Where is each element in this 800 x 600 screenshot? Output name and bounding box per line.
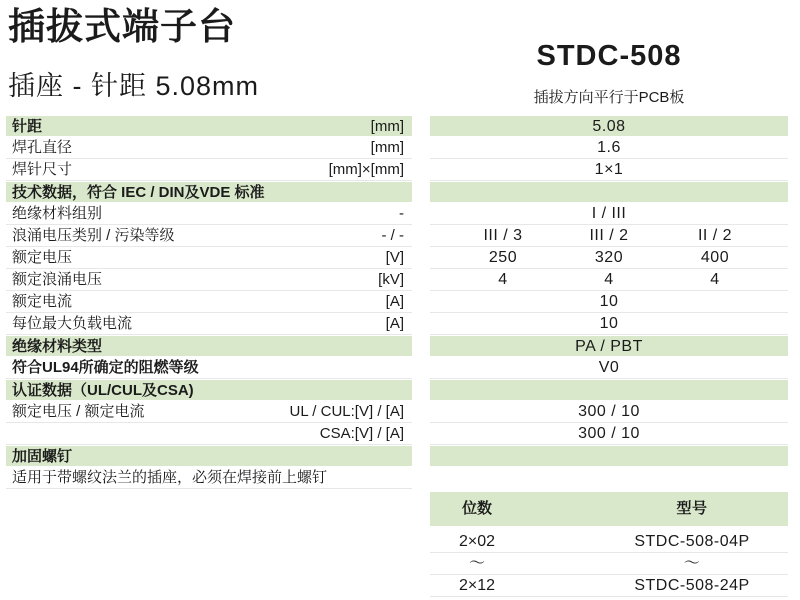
spec-value: III / 3 [483, 227, 523, 244]
spec-row-rated-current [6, 291, 412, 313]
spec-unit: CSA:[V] / [A] [319, 425, 404, 442]
model-table [430, 492, 788, 597]
model-row-model: STDC-508-24P [634, 577, 750, 594]
spec-value-row [430, 159, 788, 181]
section-title: 绝缘材料类型 [12, 337, 103, 355]
spec-unit: UL / CUL:[V] / [A] [289, 403, 404, 420]
page-subtitle: 插座 - 针距 5.08mm [8, 71, 260, 102]
spec-row-surge-category [6, 225, 412, 247]
spec-label: 适用于带螺纹法兰的插座，必须在焊接前上螺钉 [12, 469, 328, 486]
spec-section-insulation-material [6, 335, 412, 357]
spec-value-row [430, 445, 788, 467]
spec-value-row [430, 137, 788, 159]
model-table-row [430, 531, 788, 553]
model-number: STDC-508 [536, 40, 682, 72]
spec-label: 符合UL94所确定的阻燃等级 [12, 359, 199, 376]
model-row-positions: 2×02 [458, 533, 496, 550]
spec-section-technical-data [6, 181, 412, 203]
model-row-model: STDC-508-04P [634, 533, 750, 550]
spec-row-ul94-rating [6, 357, 412, 379]
spec-section-certification [6, 379, 412, 401]
spec-value: 320 [594, 249, 624, 266]
spec-unit: [mm] [370, 139, 404, 156]
spec-value: 10 [599, 293, 619, 310]
spec-unit: [A] [385, 293, 404, 310]
spec-value-row [430, 401, 788, 423]
spec-unit: [mm] [370, 117, 404, 135]
spec-unit: [V] [385, 249, 404, 266]
model-table-header [430, 492, 788, 526]
spec-value: 300 / 10 [578, 403, 640, 420]
spec-value-row [430, 181, 788, 203]
spec-value: 4 [604, 271, 614, 288]
spec-unit: [kV] [378, 271, 404, 288]
spec-value: 5.08 [592, 117, 626, 135]
spec-row-rated-surge-voltage [6, 269, 412, 291]
spec-value: III / 2 [589, 227, 629, 244]
spec-row-hole-diameter [6, 137, 412, 159]
spec-value-row [430, 247, 788, 269]
spec-label: 额定浪涌电压 [12, 271, 103, 288]
spec-value-row [430, 313, 788, 335]
header-left [8, 4, 259, 103]
header-right [430, 40, 788, 107]
spec-value-row [430, 115, 788, 137]
spec-value: PA / PBT [575, 337, 643, 355]
spec-unit: - / - [381, 227, 404, 244]
spec-row-pitch [6, 115, 412, 137]
spec-label: 焊针尺寸 [12, 161, 73, 178]
page-title: 插拔式端子台 [8, 6, 236, 47]
spec-value: 300 / 10 [578, 425, 640, 442]
section-title: 技术数据，符合 IEC / DIN及VDE 标准 [12, 183, 265, 201]
spec-value-row [430, 379, 788, 401]
model-orientation-note: 插拔方向平行于PCB板 [533, 89, 685, 106]
section-title: 认证数据（UL/CUL及CSA) [12, 381, 194, 399]
spec-row-rated-voltage [6, 247, 412, 269]
spec-label-table [6, 115, 412, 597]
spec-value: II / 2 [697, 227, 733, 244]
spec-value-row [430, 357, 788, 379]
spec-row-insulation-group [6, 203, 412, 225]
spec-value-row [430, 225, 788, 247]
model-table-header-positions: 位数 [461, 500, 492, 517]
model-table-row [430, 553, 788, 575]
spec-unit: [mm]×[mm] [328, 161, 404, 178]
spec-unit: [A] [385, 315, 404, 332]
spec-row-ul-cul [6, 401, 412, 423]
spec-value: I / III [591, 205, 627, 222]
spec-label: 焊孔直径 [12, 139, 73, 156]
spec-label: 绝缘材料组别 [12, 205, 103, 222]
spec-label: 每位最大负载电流 [12, 315, 133, 332]
spec-value: 1.6 [597, 139, 621, 156]
spec-section-fixing-screw [6, 445, 412, 467]
spec-tables [6, 115, 788, 597]
spec-row-screw-note [6, 467, 412, 489]
spec-value-table [430, 115, 788, 597]
spec-value: 10 [599, 315, 619, 332]
spec-value-row [430, 269, 788, 291]
model-row-model: 〜 [683, 555, 701, 572]
spec-unit: - [399, 205, 404, 222]
model-table-header-model: 型号 [676, 500, 708, 517]
spec-label: 额定电压 / 额定电流 [12, 403, 145, 420]
spec-label: 浪涌电压类别 / 污染等级 [12, 227, 175, 244]
model-row-positions: 〜 [468, 555, 485, 572]
model-row-positions: 2×12 [458, 577, 496, 594]
spec-value: 400 [700, 249, 730, 266]
spec-value-row [430, 291, 788, 313]
spec-row-max-load-current [6, 313, 412, 335]
spec-label: 额定电压 [12, 249, 73, 266]
spec-value-row [430, 423, 788, 445]
spec-label: 额定电流 [12, 293, 73, 310]
spec-value: V0 [598, 359, 620, 376]
spec-value: 250 [488, 249, 518, 266]
spec-value: 1×1 [594, 161, 624, 178]
spec-value-row [430, 335, 788, 357]
section-title: 加固螺钉 [12, 447, 73, 465]
spec-value: 4 [710, 271, 720, 288]
spec-value: 4 [498, 271, 508, 288]
spec-label: 针距 [12, 117, 43, 135]
spec-value-row [430, 203, 788, 225]
spec-row-pin-size [6, 159, 412, 181]
model-table-row [430, 575, 788, 597]
spec-row-csa [6, 423, 412, 445]
